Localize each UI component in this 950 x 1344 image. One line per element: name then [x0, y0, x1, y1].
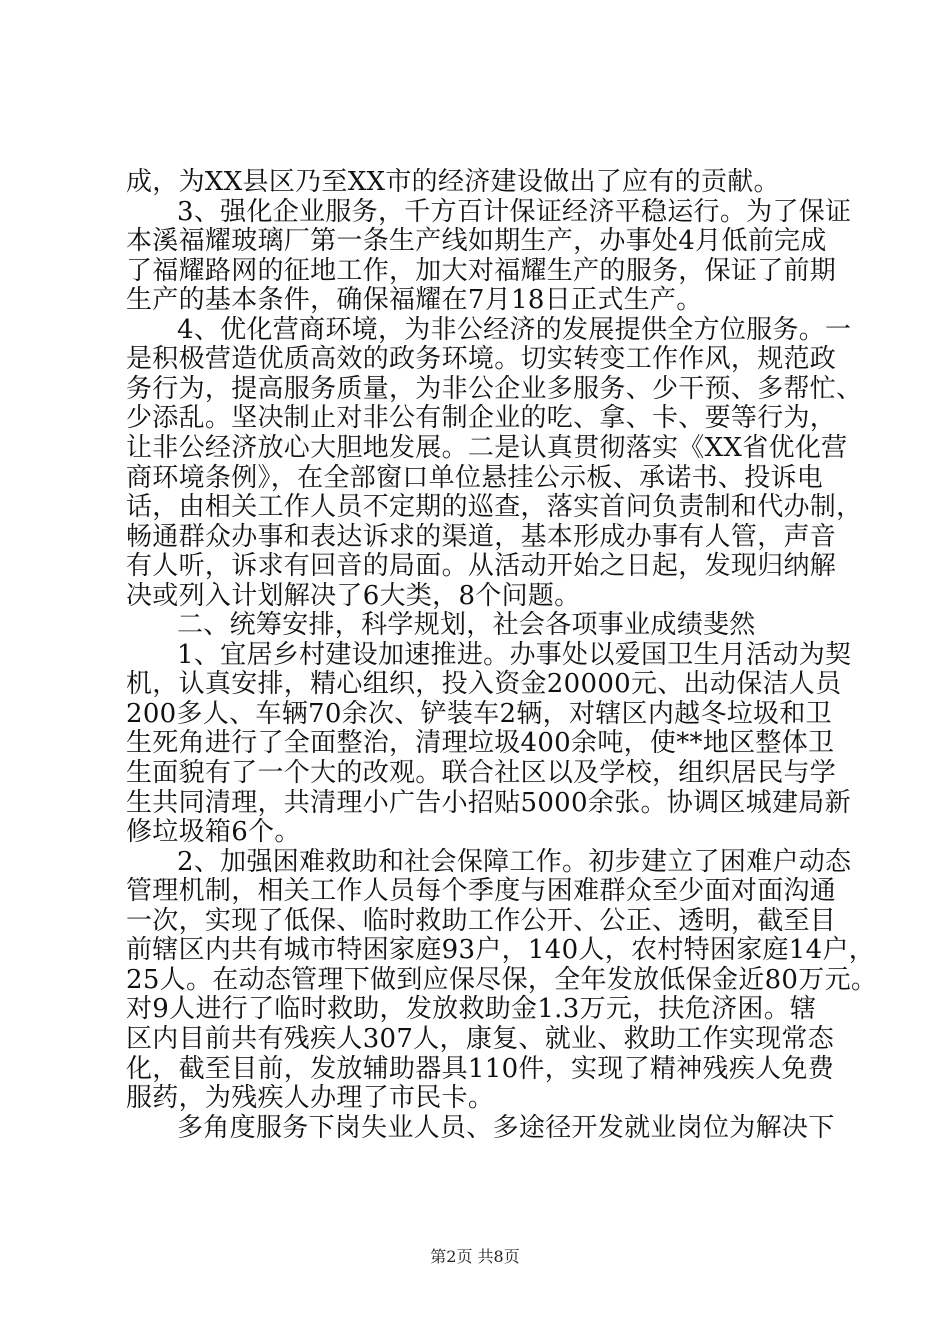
section-heading: 二、统筹安排，科学规划，社会各项事业成绩斐然 [177, 610, 756, 641]
text-line: 2、加强困难救助和社会保障工作。初步建立了困难户动态 [177, 846, 852, 877]
text-line: 化，截至目前，发放辅助器具110件，实现了精神残疾人免费 [126, 1053, 835, 1084]
text-line: 生共同清理，共清理小广告小招贴5000余张。协调区城建局新 [126, 787, 851, 818]
text-line: 务行为，提高服务质量，为非公企业多服务、少干预、多帮忙、 [126, 373, 863, 404]
text-line: 决或列入计划解决了6大类，8个问题。 [126, 580, 581, 611]
text-line: 200多人、车辆70余次、铲装车2辆，对辖区内越冬垃圾和卫 [126, 698, 832, 729]
text-line: 多角度服务下岗失业人员、多途径开发就业岗位为解决下 [177, 1112, 835, 1143]
text-line: 生面貌有了一个大的改观。联合社区以及学校，组织居民与学 [126, 758, 837, 788]
text-line: 畅通群众办事和表达诉求的渠道，基本形成办事有人管，声音 [126, 521, 837, 552]
text-line: 4、优化营商环境，为非公经济的发展提供全方位服务。一 [177, 314, 852, 345]
text-line: 话，由相关工作人员不定期的巡查，落实首问负责制和代办制， [126, 492, 863, 523]
text-line: 管理机制，相关工作人员每个季度与困难群众至少面对面沟通 [126, 876, 837, 907]
text-line: 前辖区内共有城市特困家庭93户，140人，农村特困家庭14户， [126, 935, 876, 966]
text-line: 成，为XX县区乃至XX市的经济建设做出了应有的贡献。 [126, 167, 780, 197]
text-line: 是积极营造优质高效的政务环境。切实转变工作作风，规范政 [126, 344, 837, 375]
page-footer: 第2页 共8页 [430, 1247, 520, 1266]
text-line: 对9人进行了临时救助，发放救助金1.3万元，扶危济困。辖 [126, 994, 817, 1025]
text-line: 3、强化企业服务，千方百计保证经济平稳运行。为了保证 [177, 196, 852, 227]
text-line: 服药，为残疾人办理了市民卡。 [126, 1083, 495, 1114]
text-line: 25人。在动态管理下做到应保尽保，全年发放低保金近80万元。 [126, 964, 878, 995]
text-line: 生产的基本条件，确保福耀在7月18日正式生产。 [126, 285, 703, 316]
text-line: 机，认真安排，精心组织，投入资金20000元、出动保洁人员 [126, 669, 842, 700]
text-line: 本溪福耀玻璃厂第一条生产线如期生产，办事处4月低前完成 [126, 226, 827, 257]
text-line: 一次，实现了低保、临时救助工作公开、公正、透明，截至目 [126, 905, 837, 936]
text-line: 了福耀路网的征地工作，加大对福耀生产的服务，保证了前期 [126, 255, 837, 286]
text-line: 生死角进行了全面整治，清理垃圾400余吨，使**地区整体卫 [126, 728, 835, 759]
text-line: 区内目前共有残疾人307人，康复、就业、救助工作实现常态 [126, 1023, 835, 1054]
text-line: 1、宜居乡村建设加速推进。办事处以爱国卫生月活动为契 [177, 639, 852, 670]
text-line: 有人听，诉求有回音的局面。从活动开始之日起，发现归纳解 [126, 551, 837, 582]
text-line: 商环境条例》，在全部窗口单位悬挂公示板、承诺书、投诉电 [126, 462, 824, 493]
text-line: 修垃圾箱6个。 [126, 817, 301, 848]
text-line: 少添乱。坚决制止对非公有制企业的吃、拿、卡、要等行为， [126, 403, 837, 434]
text-line: 让非公经济放心大胆地发展。二是认真贯彻落实《XX省优化营 [126, 432, 848, 463]
